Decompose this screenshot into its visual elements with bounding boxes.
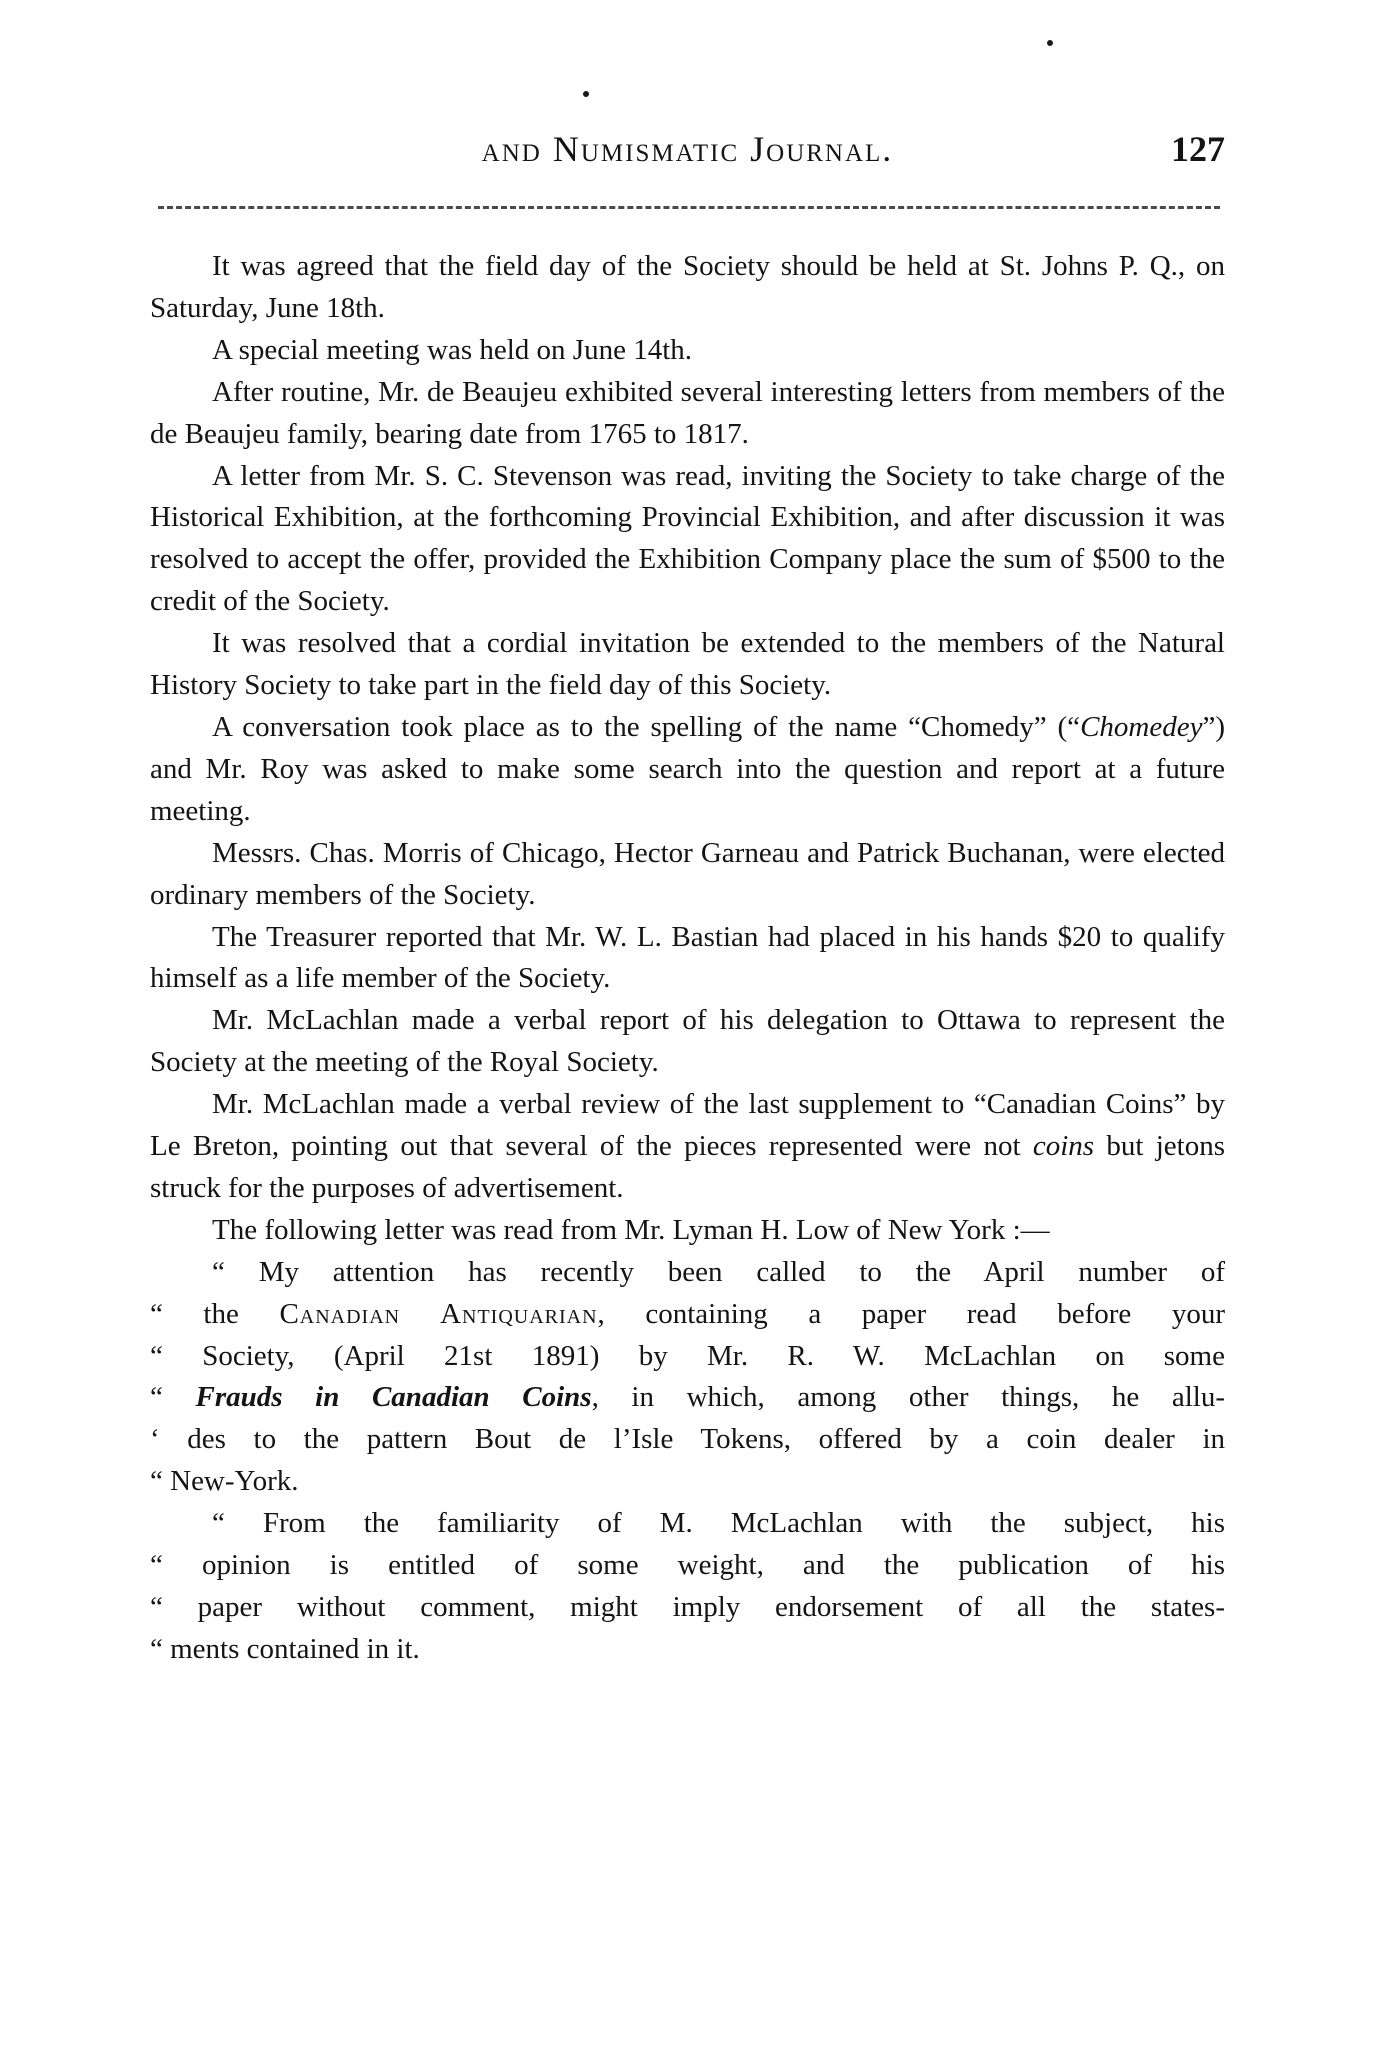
quote-line	[150, 1294, 1225, 1336]
quoted-letter-paragraph-2-continued	[150, 1545, 1225, 1671]
quote-line: ‘ des to the pattern Bout de l’Isle Tokens, offered by a coin dealer in	[150, 1423, 1225, 1456]
paragraph-new-members: Messrs. Chas. Morris of Chicago, Hector Garneau and Patrick Buchanan, were elected ordinary members of the Society.	[150, 836, 1225, 911]
quote-line: “ opinion is entitled of some weight, and the publication of his	[150, 1549, 1225, 1582]
quoted-letter-paragraph-2	[150, 1503, 1225, 1545]
paragraph-canadian-coins-review	[150, 1084, 1225, 1210]
italic-run: Frauds in Canadian Coins	[195, 1381, 592, 1414]
paragraph-low-letter-intro: The following letter was read from Mr. Lyman H. Low of New York :—	[212, 1213, 1050, 1246]
paragraph-chomedy-spelling	[150, 707, 1225, 833]
paragraph-special-meeting: A special meeting was held on June 14th.	[212, 333, 693, 366]
text-run: A conversation took place as to the spelling of the name “Chomedy” (“	[212, 710, 1081, 743]
text-run: ”) and Mr. Roy was asked to make some search into the question and report at a future meeting.	[150, 710, 1225, 827]
page-number: 127	[1171, 129, 1225, 169]
running-title: and Numismatic Journal.	[481, 129, 894, 169]
quote-line	[150, 1377, 1225, 1419]
paragraph-ottawa-delegation: Mr. McLachlan made a verbal report of his delegation to Ottawa to represent the Society at the meeting of the Royal Society.	[150, 1004, 1225, 1079]
text-run: , containing a paper read before your	[597, 1297, 1225, 1330]
paragraph-treasurer-report: The Treasurer reported that Mr. W. L. Bastian had placed in his hands $20 to qualify himself as a life member of the Society.	[150, 920, 1225, 995]
ink-speck	[1047, 40, 1053, 46]
text-run: “ the	[150, 1297, 280, 1330]
text-run: but jetons struck for the purposes of advertisement.	[150, 1130, 1225, 1204]
quoted-letter-paragraph-1-continued	[150, 1294, 1225, 1504]
paragraph-stevenson-letter: A letter from Mr. S. C. Stevenson was read, inviting the Society to take charge of the Historical Exhibition, at the forthcoming Provincial Exhibition, and after discussion it was resolved to accept the offer, provided the Exhibition Company place the sum of $500 to the credit of the Society.	[150, 459, 1225, 618]
text-run: “	[150, 1381, 196, 1414]
header-rule	[158, 206, 1220, 209]
quote-line: “ paper without comment, might imply endorsement of all the states-	[150, 1591, 1225, 1623]
page-header	[150, 128, 1225, 176]
body-text	[150, 246, 1225, 1671]
quote-line: “ My attention has recently been called to the April number of	[212, 1255, 1225, 1288]
paragraph-field-day: It was agreed that the field day of the Society should be held at St. Johns P. Q., on Saturday, June 18th.	[150, 250, 1225, 324]
italic-run: coins	[1032, 1130, 1095, 1163]
quote-line: “ ments contained in it.	[150, 1632, 420, 1665]
text-run: Mr. McLachlan made a verbal review of the last supplement to “Canadian Coins” by Le Breton, pointing out that several of the pieces represented were not	[150, 1088, 1225, 1163]
quote-line: “ Society, (April 21st 1891) by Mr. R. W. McLachlan on some	[150, 1339, 1225, 1372]
paragraph-beaujeu-letters: After routine, Mr. de Beaujeu exhibited several interesting letters from members of the de Beaujeu family, bearing date from 1765 to 1817.	[150, 375, 1225, 450]
quoted-letter-paragraph-1	[150, 1252, 1225, 1294]
paragraph-natural-history-invitation: It was resolved that a cordial invitation be extended to the members of the Natural History Society to take part in the field day of this Society.	[150, 627, 1225, 702]
quote-line: “ From the familiarity of M. McLachlan with the subject, his	[212, 1507, 1225, 1540]
quote-line: “ New-York.	[150, 1465, 299, 1498]
italic-run: Chomedey	[1080, 710, 1203, 743]
text-run: , in which, among other things, he allu-	[591, 1381, 1226, 1414]
smallcaps-run: Canadian Antiquarian	[279, 1297, 598, 1330]
ink-speck	[583, 91, 589, 97]
